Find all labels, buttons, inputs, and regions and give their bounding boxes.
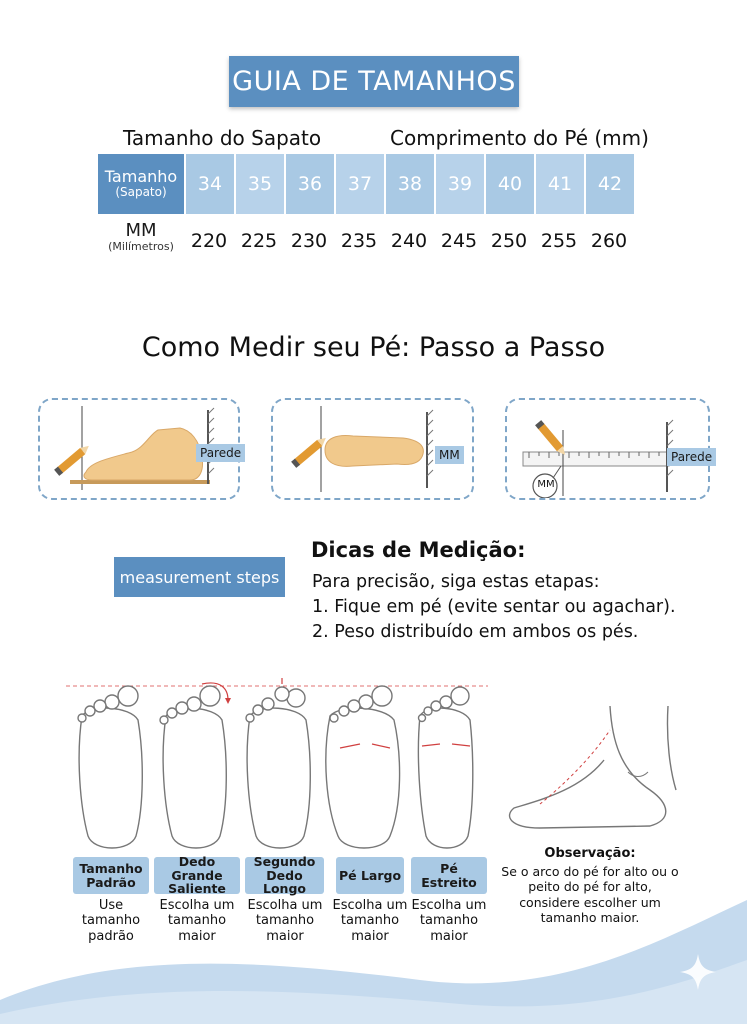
sparkle-icon xyxy=(676,950,720,994)
size-cell: 40 xyxy=(484,154,534,214)
title-banner xyxy=(229,56,519,107)
step-box-side-view xyxy=(38,398,240,500)
mm-cell: 245 xyxy=(440,230,478,252)
size-cell: 36 xyxy=(284,154,334,214)
foot-type-label: Segundo Dedo Longo xyxy=(245,857,324,894)
size-cell: 38 xyxy=(384,154,434,214)
size-cell: 35 xyxy=(234,154,284,214)
mm-cell: 220 xyxy=(190,230,228,252)
measurement-steps-badge: measurement steps xyxy=(114,557,285,597)
wall-label: Parede xyxy=(667,448,716,466)
mm-cell: 260 xyxy=(590,230,628,252)
tips-line: Para precisão, siga estas etapas: xyxy=(312,572,600,592)
observation-text: Se o arco do pé for alto ou o peito do pé for alto, considere escolher um tamanho maior. xyxy=(501,864,679,925)
mm-cell: 250 xyxy=(490,230,528,252)
size-cell: 42 xyxy=(584,154,634,214)
step-box-top-view xyxy=(271,398,474,500)
tips-line: 1. Fique em pé (evite sentar ou agachar). xyxy=(312,597,676,617)
size-table xyxy=(98,154,634,214)
step-box-ruler xyxy=(505,398,713,500)
foot-type-label: Pé Largo xyxy=(336,857,404,894)
size-cell: 39 xyxy=(434,154,484,214)
size-cell: 41 xyxy=(534,154,584,214)
steps-title: Como Medir seu Pé: Passo a Passo xyxy=(141,332,606,363)
mm-callout: MM xyxy=(537,479,555,490)
mm-cell: 255 xyxy=(540,230,578,252)
size-row-label: Tamanho (Sapato) xyxy=(98,154,184,214)
high-arch-illustration xyxy=(500,700,690,840)
mm-cell: 235 xyxy=(340,230,378,252)
page-title: GUIA DE TAMANHOS xyxy=(232,66,516,97)
foot-type-label: Dedo Grande Saliente xyxy=(154,857,240,894)
observation-title: Observação: xyxy=(544,846,636,861)
foot-type-desc: Escolha um tamanho maior xyxy=(411,898,487,944)
foot-type-label: Tamanho Padrão xyxy=(73,857,149,894)
mm-cell: 230 xyxy=(290,230,328,252)
foot-length-header: Comprimento do Pé (mm) xyxy=(390,126,649,150)
foot-types-illustration xyxy=(60,676,500,856)
tips-line: 2. Peso distribuído em ambos os pés. xyxy=(312,622,639,642)
foot-type-desc: Escolha um tamanho maior xyxy=(247,898,323,944)
foot-type-desc: Escolha um tamanho maior xyxy=(159,898,235,944)
mm-row xyxy=(98,222,638,266)
size-cell: 34 xyxy=(184,154,234,214)
mm-row-label: MM (Milímetros) xyxy=(108,220,174,253)
shoe-size-header: Tamanho do Sapato xyxy=(123,126,322,150)
foot-type-desc: Escolha um tamanho maior xyxy=(332,898,408,944)
wall-label: Parede xyxy=(196,444,245,462)
mm-label: MM xyxy=(435,446,464,464)
mm-cell: 225 xyxy=(240,230,278,252)
foot-type-label: Pé Estreito xyxy=(411,857,487,894)
mm-cell: 240 xyxy=(390,230,428,252)
size-row xyxy=(98,154,634,214)
tips-title: Dicas de Medição: xyxy=(311,538,526,562)
foot-type-desc: Use tamanho padrão xyxy=(81,898,141,944)
size-cell: 37 xyxy=(334,154,384,214)
